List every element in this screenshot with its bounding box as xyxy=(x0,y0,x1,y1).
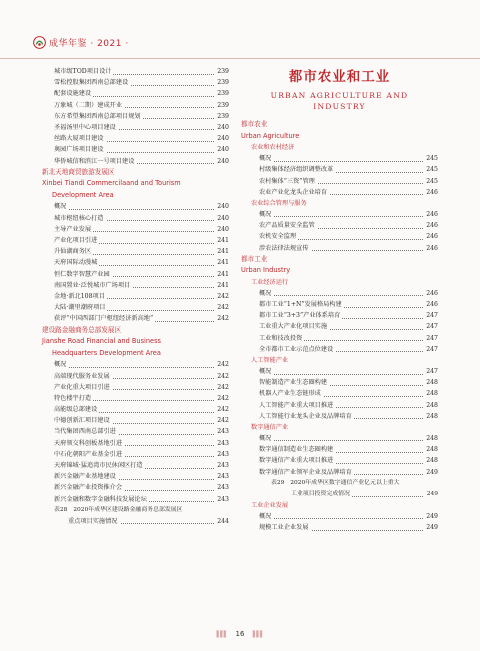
toc-entry-page: 240 xyxy=(216,122,229,133)
toc-entry-page: 242 xyxy=(216,371,229,382)
toc-entry-page: 239 xyxy=(216,111,229,122)
toc-entry-title: 雪松控股集团西南总部建设 xyxy=(54,77,130,88)
toc-entry-title: 城市枢纽核心打造 xyxy=(54,213,106,224)
toc-entry-title: 概况 xyxy=(259,433,273,444)
dot-leader xyxy=(259,440,423,441)
toc-entry xyxy=(42,516,229,527)
toc-entry xyxy=(42,156,229,167)
toc-entry-title: 特色楼宇打造 xyxy=(54,393,93,404)
toc-entry xyxy=(241,333,438,344)
toc-entry xyxy=(42,302,229,313)
toc-entry-title: 丝路大厦项目建设 xyxy=(54,133,106,144)
toc-entry-title: 天府国际动漫城 xyxy=(54,257,99,268)
toc-entry xyxy=(241,164,438,175)
toc-entry-page: 244 xyxy=(216,516,229,527)
toc-entry-page: 248 xyxy=(425,444,438,455)
toc-entry-title: 工业项目投资完成情况 xyxy=(291,489,352,500)
toc-entry-title: 配套设施建设 xyxy=(54,88,93,99)
toc-entry-page: 242 xyxy=(216,313,229,324)
toc-entry-page: 248 xyxy=(425,400,438,411)
toc-entry-page: 242 xyxy=(216,291,229,302)
toc-entry-page: 242 xyxy=(216,415,229,426)
toc-entry xyxy=(241,321,438,332)
chapter-subtitle-line-2: INDUSTRY xyxy=(313,102,366,111)
toc-entry-title: 南国置业·泛悦城市广场项目 xyxy=(54,280,132,291)
section-heading: Urban Industry xyxy=(241,266,291,275)
toc-entry xyxy=(241,344,438,355)
toc-entry xyxy=(42,382,229,393)
toc-entry xyxy=(241,209,438,220)
toc-entry xyxy=(42,313,229,324)
toc-entry xyxy=(241,522,438,533)
toc-entry xyxy=(42,426,229,437)
section-heading: 都市工业 xyxy=(241,254,268,263)
toc-entry-page: 239 xyxy=(216,66,229,77)
toc-entry-page: 243 xyxy=(216,460,229,471)
toc-entry xyxy=(241,288,438,299)
toc-entry xyxy=(42,449,229,460)
toc-entry xyxy=(42,246,229,257)
toc-entry-page: 246 xyxy=(425,220,438,231)
toc-entry-page: 249 xyxy=(426,489,438,500)
table-reference: 表29 2020年成华区数字通信产业亿元以上重大 xyxy=(271,479,400,486)
toc-entry xyxy=(241,455,438,466)
toc-entry-title: 天府锦城·猛追湾市民休闲区打造 xyxy=(54,460,145,471)
toc-entry xyxy=(241,511,438,522)
toc-entry xyxy=(241,176,438,187)
toc-entry-title: 中石化朝阳产业基金引进 xyxy=(54,449,124,460)
toc-entry-page: 248 xyxy=(425,377,438,388)
chapter-title: 都市农业和工业 xyxy=(288,69,391,85)
toc-entry-title: 天府领交科创板基地引进 xyxy=(54,438,124,449)
toc-entry xyxy=(42,100,229,111)
toc-entry-page: 241 xyxy=(216,246,229,257)
toc-entry xyxy=(42,213,229,224)
toc-entry-page: 248 xyxy=(425,388,438,399)
dot-leader xyxy=(259,216,423,217)
toc-entry-title: 机器人产业生态链形成 xyxy=(259,388,323,399)
toc-entry-title: 智能制造产业生态圈构建 xyxy=(259,377,329,388)
toc-entry xyxy=(241,310,438,321)
toc-entry-title: 概况 xyxy=(259,511,273,522)
toc-entry-page: 246 xyxy=(425,288,438,299)
header-title: 成华年鉴 · 2021 · xyxy=(49,39,129,49)
toc-entry xyxy=(241,467,438,478)
toc-entry-page: 245 xyxy=(425,176,438,187)
toc-entry-title: 数字通信产业领军企业及品牌培育 xyxy=(259,467,354,478)
toc-entry-page: 243 xyxy=(216,426,229,437)
subsection-heading: 数字通信产业 xyxy=(251,423,289,431)
subsection-heading: 人工智能产业 xyxy=(251,357,289,364)
toc-entry-page: 243 xyxy=(216,494,229,505)
toc-entry-title: 规模工业企业发展 xyxy=(259,522,311,533)
toc-entry xyxy=(241,388,438,399)
toc-entry xyxy=(241,433,438,444)
toc-entry-title: 产业化项目引进 xyxy=(54,235,99,246)
section-heading-continued: Development Area xyxy=(52,190,114,199)
toc-entry xyxy=(42,280,229,291)
dot-leader xyxy=(54,209,214,210)
dot-leader xyxy=(259,161,423,162)
toc-entry-page: 249 xyxy=(425,511,438,522)
toc-entry-title: 金地·新北108项目 xyxy=(54,291,107,302)
dot-leader xyxy=(259,295,423,296)
toc-entry xyxy=(241,243,438,254)
table-reference: 表28 2020年成华区建设路金融商务总部发展区 xyxy=(54,506,183,513)
toc-entry-title: 万象城（二期）建成开业 xyxy=(54,100,124,111)
toc-entry-page: 241 xyxy=(216,269,229,280)
toc-entry-page: 240 xyxy=(216,224,229,235)
toc-entry-page: 247 xyxy=(425,333,438,344)
toc-entry-page: 242 xyxy=(216,393,229,404)
section-heading: 建设路金融商务总部发展区 xyxy=(42,325,122,334)
toc-entry-title: 概况 xyxy=(259,209,273,220)
toc-entry-title: 圣福汤里中心项目建设 xyxy=(54,122,118,133)
footer-left-ornament: ▌▌▌ xyxy=(216,631,228,638)
toc-entry-page: 245 xyxy=(425,153,438,164)
toc-entry xyxy=(42,122,229,133)
toc-entry-title: 都市工业“1+N”发展格局构建 xyxy=(259,299,344,310)
toc-entry-page: 246 xyxy=(425,299,438,310)
toc-entry-page: 241 xyxy=(216,257,229,268)
toc-entry xyxy=(241,299,438,310)
toc-entry-page: 246 xyxy=(425,243,438,254)
toc-entry-title: 东方希望集团西南总部项目规划 xyxy=(54,111,143,122)
dot-leader xyxy=(259,374,423,375)
toc-entry xyxy=(241,220,438,231)
toc-entry-page: 248 xyxy=(425,411,438,422)
toc-entry-title: 主导产业发展 xyxy=(54,224,93,235)
toc-entry-title: 奥园广场项目建设 xyxy=(54,144,106,155)
toc-entry xyxy=(241,153,438,164)
section-heading: Xinbei Tiandi Commercilaand and Tourism xyxy=(42,179,181,188)
toc-entry-title: 工业和技改投资 xyxy=(259,333,304,344)
toc-entry-title: 新兴金融产业投资推介会 xyxy=(54,482,124,493)
toc-entry xyxy=(42,133,229,144)
toc-entry xyxy=(42,111,229,122)
page-footer xyxy=(0,630,480,638)
toc-right-column xyxy=(241,66,438,533)
toc-entry-page: 241 xyxy=(216,280,229,291)
toc-entry-title: 概况 xyxy=(259,153,273,164)
toc-entry-page: 249 xyxy=(425,467,438,478)
toc-entry-title: 数字通信制造业生态圈构建 xyxy=(259,444,335,455)
section-heading: Jianshe Road Financial and Business xyxy=(42,337,161,346)
toc-entry-title: 新兴金融产业基地建设 xyxy=(54,471,118,482)
toc-entry xyxy=(42,77,229,88)
toc-entry-title: 全市都市工业示范点位建设 xyxy=(259,344,335,355)
toc-entry xyxy=(42,438,229,449)
toc-entry xyxy=(241,231,438,242)
toc-entry-page: 243 xyxy=(216,471,229,482)
toc-entry-page: 247 xyxy=(425,344,438,355)
toc-entry-page: 249 xyxy=(425,522,438,533)
toc-entry xyxy=(42,269,229,280)
toc-entry xyxy=(241,400,438,411)
toc-entry-title: 华侨城信和滨江一号项目建设 xyxy=(54,156,136,167)
toc-entry-page: 240 xyxy=(216,144,229,155)
toc-entry-title: 农产品质量安全监管 xyxy=(259,220,317,231)
page-header xyxy=(0,0,480,58)
page-number: 16 xyxy=(235,630,245,638)
toc-entry xyxy=(42,494,229,505)
toc-right-list xyxy=(241,119,438,533)
yearbook-logo-icon xyxy=(33,36,46,49)
toc-entry-title: 新兴金融和数字金融科技发展论坛 xyxy=(54,494,149,505)
toc-entry-page: 248 xyxy=(425,433,438,444)
toc-entry xyxy=(241,366,438,377)
toc-entry-page: 247 xyxy=(425,321,438,332)
toc-entry xyxy=(42,359,229,370)
toc-entry-page: 240 xyxy=(216,133,229,144)
toc-entry xyxy=(42,393,229,404)
toc-entry-title: 概况 xyxy=(259,288,273,299)
chapter-subtitle xyxy=(241,90,438,112)
toc-entry-title: 产业化重大项目引进 xyxy=(54,382,112,393)
toc-entry-title: 农机安全监理 xyxy=(259,231,298,242)
toc-entry-page: 239 xyxy=(216,100,229,111)
toc-entry-page: 248 xyxy=(425,455,438,466)
toc-entry xyxy=(241,377,438,388)
toc-entry xyxy=(42,471,229,482)
toc-entry-title: 涉农法律法规宣传 xyxy=(259,243,311,254)
toc-entry xyxy=(42,88,229,99)
toc-entry xyxy=(42,371,229,382)
toc-entry xyxy=(42,415,229,426)
toc-entry-title: 城市级TOD项目设计 xyxy=(54,66,113,77)
toc-entry-page: 243 xyxy=(216,482,229,493)
toc-entry xyxy=(42,291,229,302)
toc-entry-title: 重点项目实施情况 xyxy=(68,516,120,527)
toc-entry xyxy=(241,489,438,500)
toc-entry-title: 工业重大产业化项目实施 xyxy=(259,321,329,332)
toc-entry-title: 高能级总部建设 xyxy=(54,404,99,415)
toc-entry xyxy=(42,66,229,77)
toc-entry-page: 243 xyxy=(216,438,229,449)
toc-entry-page: 241 xyxy=(216,235,229,246)
toc-entry-title: 人工智能产业重大项目推进 xyxy=(259,400,335,411)
subsection-heading: 工业企业发展 xyxy=(251,501,289,509)
toc-entry-page: 240 xyxy=(216,156,229,167)
toc-entry-page: 242 xyxy=(216,359,229,370)
toc-entry-title: 大陆·潮里潮府项目 xyxy=(54,302,107,313)
toc-entry xyxy=(241,444,438,455)
toc-entry-title: 农村集体“三资”管理 xyxy=(259,176,317,187)
toc-entry-title: 概况 xyxy=(54,359,68,370)
toc-entry-page: 246 xyxy=(425,209,438,220)
toc-entry-title: 数字通信产业重大项目推进 xyxy=(259,455,335,466)
toc-entry-page: 246 xyxy=(425,187,438,198)
toc-entry xyxy=(42,201,229,212)
toc-entry xyxy=(42,235,229,246)
toc-entry-page: 247 xyxy=(425,366,438,377)
toc-entry-title: 村级集体经济组织调整改革 xyxy=(259,164,335,175)
toc-entry xyxy=(241,187,438,198)
toc-entry-page: 242 xyxy=(216,404,229,415)
toc-entry-page: 239 xyxy=(216,88,229,99)
dot-leader xyxy=(54,367,214,368)
section-heading: 都市农业 xyxy=(241,120,268,128)
toc-entry xyxy=(42,224,229,235)
section-heading-continued: Headquarters Development Area xyxy=(52,348,161,357)
footer-right-ornament: ▌▌▌ xyxy=(252,631,264,638)
toc-entry-title: 获评“中国西部门户枢纽经济新高地” xyxy=(54,313,155,324)
subsection-heading: 工业经济运行 xyxy=(251,278,289,286)
toc-entry xyxy=(42,404,229,415)
toc-entry-title: 农业产业化龙头企业培育 xyxy=(259,187,329,198)
toc-entry-page: 240 xyxy=(216,213,229,224)
section-heading: 新北天地商贸旅游发展区 xyxy=(42,167,115,176)
toc-entry xyxy=(241,411,438,422)
toc-left-column xyxy=(42,66,229,527)
section-heading: Urban Agriculture xyxy=(241,131,300,140)
toc-entry-page: 242 xyxy=(216,382,229,393)
subsection-heading: 农业和农村经济 xyxy=(251,144,295,152)
toc-entry-page: 247 xyxy=(425,310,438,321)
toc-entry-title: 升仙湖商务区 xyxy=(54,246,93,257)
toc-entry-title: 中德创新汇项目建设 xyxy=(54,415,112,426)
toc-entry-title: 都市工业“3+3”产业体系培育 xyxy=(259,310,342,321)
toc-entry xyxy=(42,144,229,155)
toc-entry xyxy=(42,460,229,471)
subsection-heading: 农业综合管理与服务 xyxy=(251,199,307,207)
toc-entry-title: 恒仁数字智慧产业园 xyxy=(54,269,112,280)
dot-leader xyxy=(259,518,423,519)
toc-entry-title: 高端现代服务业发展 xyxy=(54,371,112,382)
chapter-subtitle-line-1: URBAN AGRICULTURE AND xyxy=(270,91,409,100)
toc-entry-page: 240 xyxy=(216,201,229,212)
toc-entry-page: 239 xyxy=(216,77,229,88)
toc-entry-page: 245 xyxy=(425,164,438,175)
toc-entry-title: 当代集团西南总部引进 xyxy=(54,426,118,437)
toc-entry-page: 246 xyxy=(425,231,438,242)
toc-entry-page: 242 xyxy=(216,302,229,313)
toc-entry xyxy=(42,257,229,268)
toc-entry-page: 243 xyxy=(216,449,229,460)
toc-entry-title: 人工智能行业龙头企业及品牌培育 xyxy=(259,411,354,422)
toc-entry-title: 概况 xyxy=(259,366,273,377)
toc-entry xyxy=(42,482,229,493)
toc-entry-title: 概况 xyxy=(54,201,68,212)
header-divider xyxy=(0,58,480,59)
